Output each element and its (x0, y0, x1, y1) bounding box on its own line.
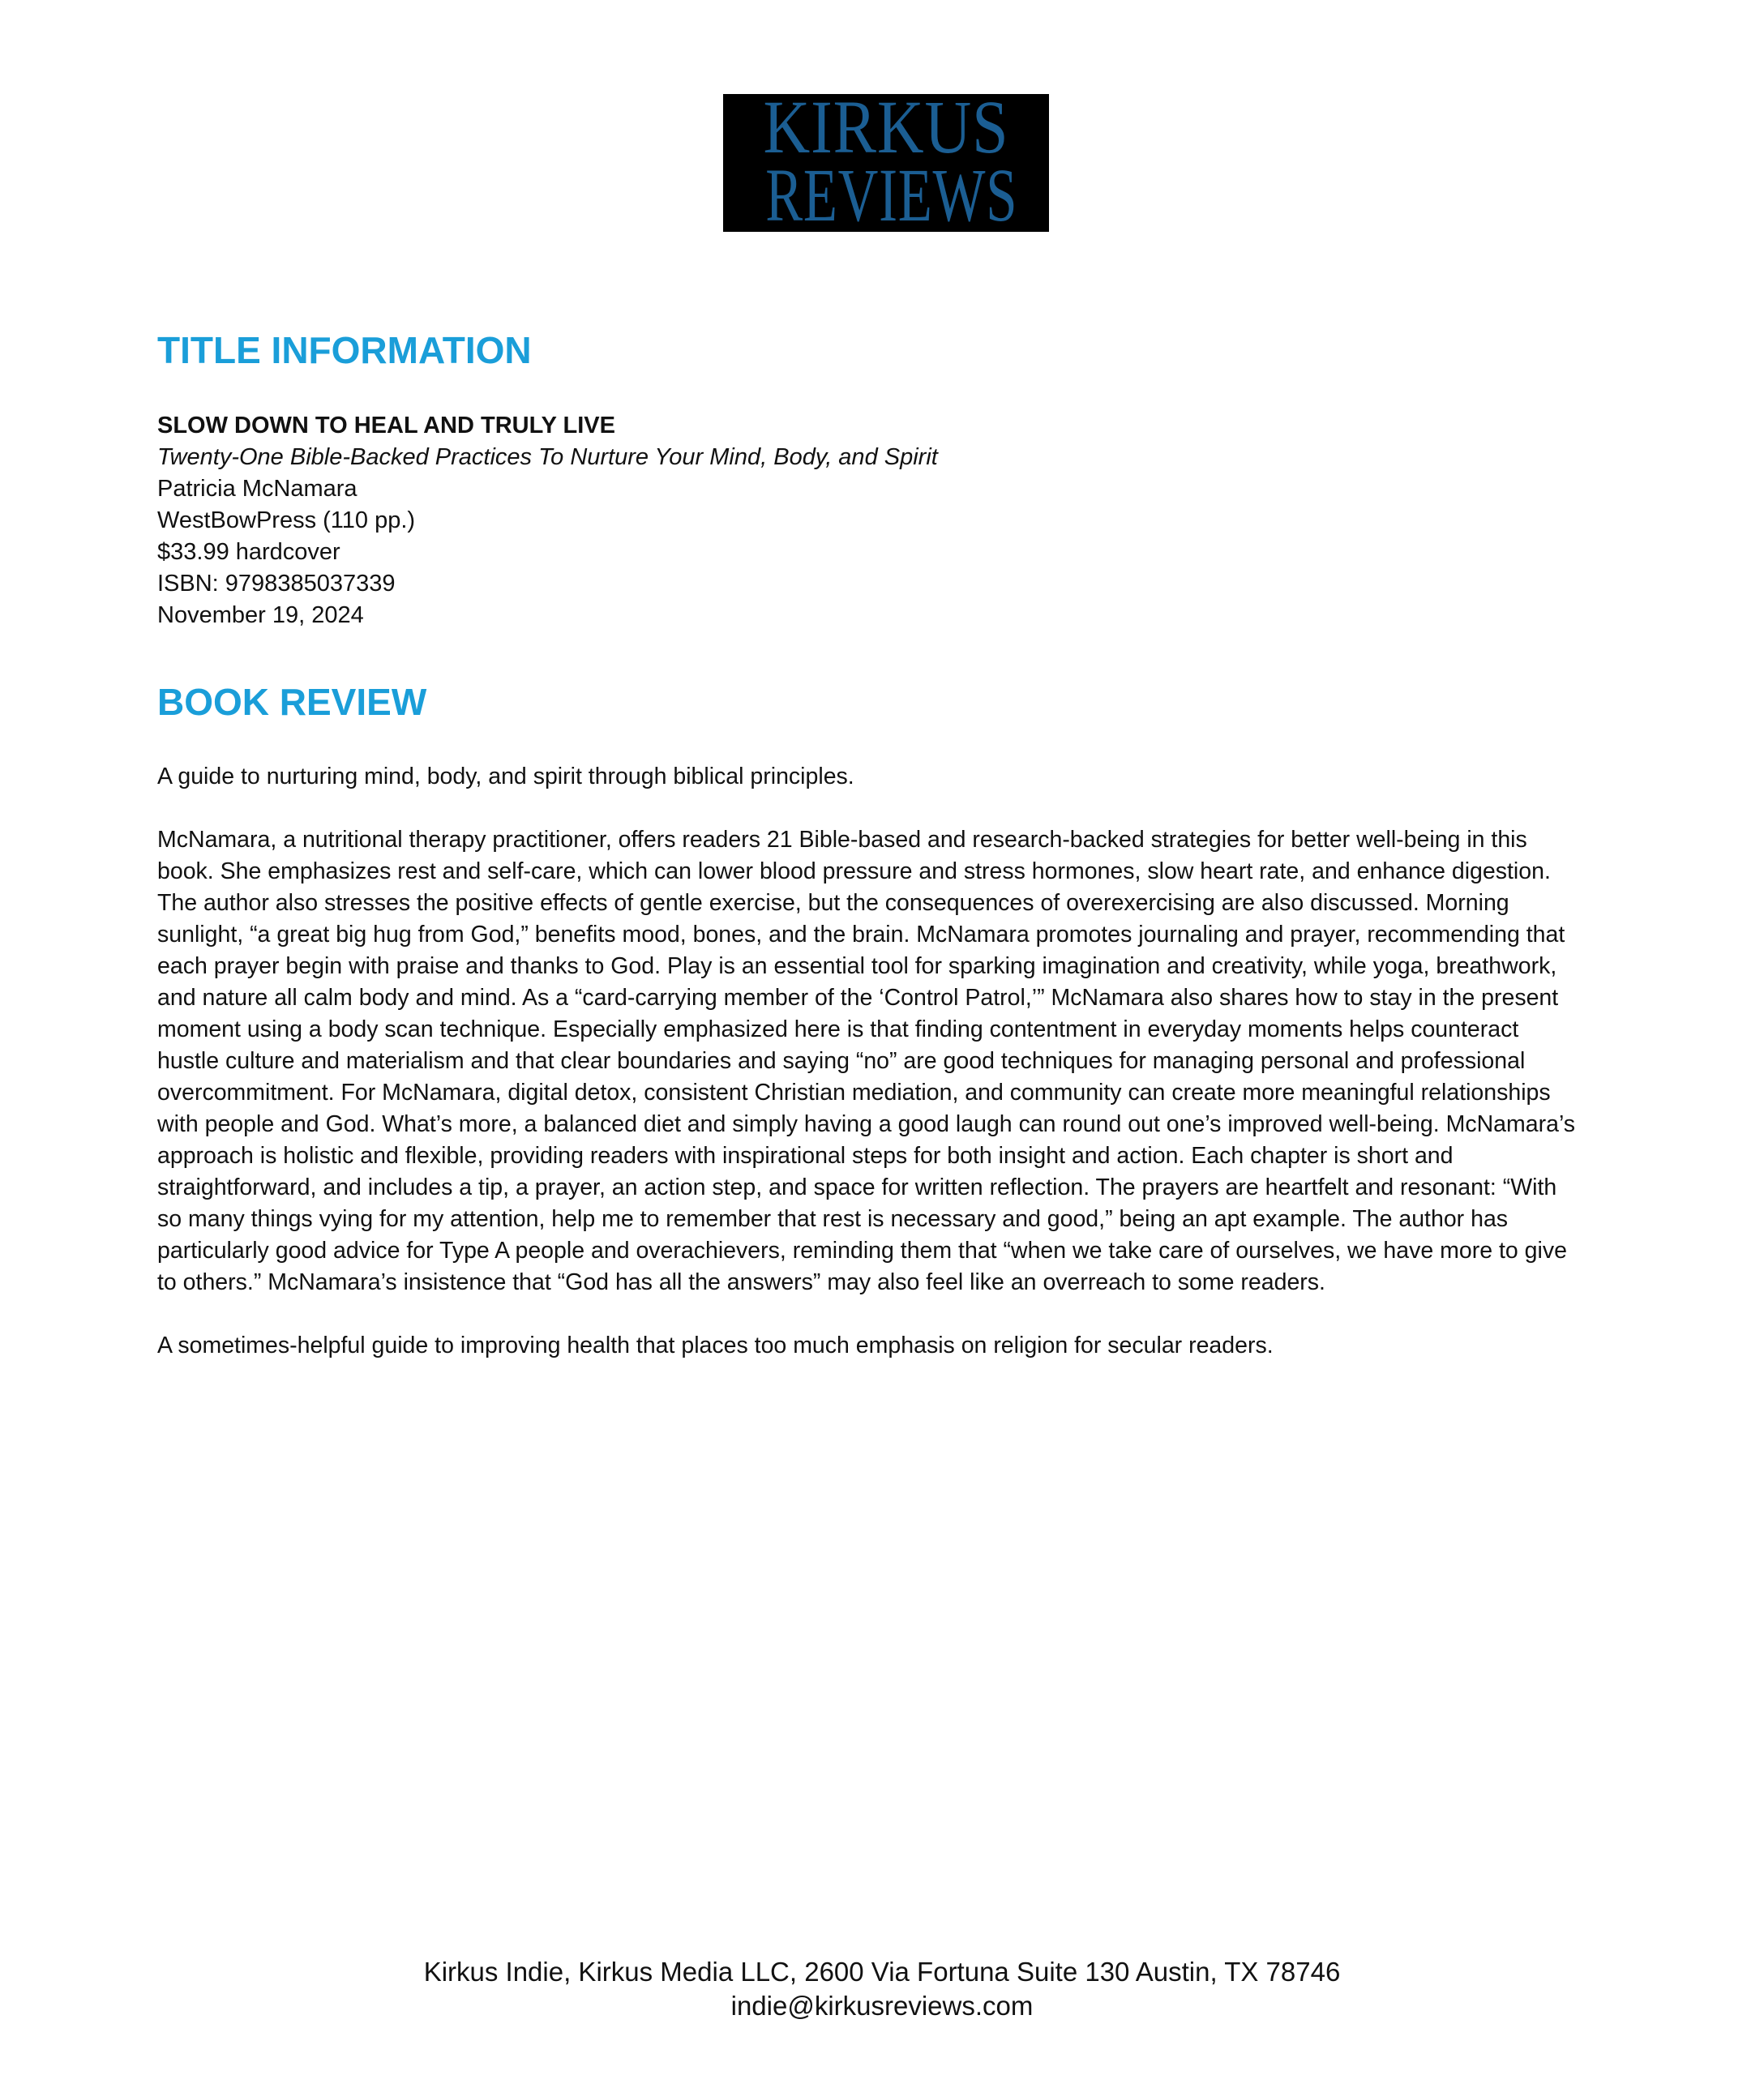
title-information-heading: TITLE INFORMATION (157, 329, 532, 371)
review-body: McNamara, a nutritional therapy practitioner, offers readers 21 Bible-based and research-backed strategies for better well-being in this book. She emphasizes rest and self-care, which can lower blood pressure and stress hormones, slow heart rate, and enhance digestion. The author also stresses the positive effects of gentle exercise, but the consequences of overexercising are also discussed. Morning sunlight, “a great big hug from God,” benefits mood, bones, and the brain. McNamara promotes journaling and prayer, recommending that each prayer begin with praise and thanks to God. Play is an essential tool for sparking imagination and creativity, while yoga, breathwork, and nature all calm body and mind. As a “card-carrying member of the ‘Control Patrol,’” McNamara also shares how to stay in the present moment using a body scan technique. Especially emphasized here is that finding contentment in everyday moments helps counteract hustle culture and materialism and that clear boundaries and saying “no” are good techniques for managing personal and professional overcommitment. For McNamara, digital detox, consistent Christian mediation, and community can create more meaningful relationships with people and God. What’s more, a balanced diet and simply having a good laugh can round out one’s improved well-being. McNamara’s approach is holistic and flexible, providing readers with inspirational steps for both insight and action. Each chapter is short and straightforward, and includes a tip, a prayer, an action step, and space for written reflection. The prayers are heartfelt and resonant: “With so many things vying for my attention, help me to remember that rest is necessary and good,” being an apt example. The author has particularly good advice for Type A people and overachievers, reminding them that “when we take care of ourselves, we have more to give to others.” McNamara’s insistence that “God has all the answers” may also feel like an overreach to some readers. (157, 827, 1576, 1295)
isbn: ISBN: 9798385037339 (157, 571, 396, 597)
book-subtitle: Twenty-One Bible-Backed Practices To Nurture Your Mind, Body, and Spirit (157, 444, 938, 470)
book-review-text (157, 761, 1584, 1393)
price: $33.99 hardcover (157, 539, 340, 565)
title-information-block (157, 410, 938, 631)
footer (0, 1955, 1764, 2023)
publication-date: November 19, 2024 (157, 602, 364, 628)
review-summary: A guide to nurturing mind, body, and spirit through biblical principles. (157, 764, 854, 789)
footer-email: indie@kirkusreviews.com (730, 1991, 1034, 2021)
book-review-heading: BOOK REVIEW (157, 681, 427, 723)
footer-address: Kirkus Indie, Kirkus Media LLC, 2600 Via Fortuna Suite 130 Austin, TX 78746 (423, 1957, 1341, 1987)
publisher: WestBowPress (110 pp.) (157, 507, 416, 533)
review-verdict: A sometimes-helpful guide to improving health that places too much emphasis on religion for secular readers. (157, 1333, 1274, 1358)
logo-line-kirkus: KIRKUS (763, 94, 1009, 169)
author-name: Patricia McNamara (157, 476, 358, 502)
book-title: SLOW DOWN TO HEAL AND TRULY LIVE (157, 413, 615, 439)
kirkus-reviews-logo (723, 94, 1049, 232)
logo-line-reviews: REVIEWS (765, 154, 1018, 232)
